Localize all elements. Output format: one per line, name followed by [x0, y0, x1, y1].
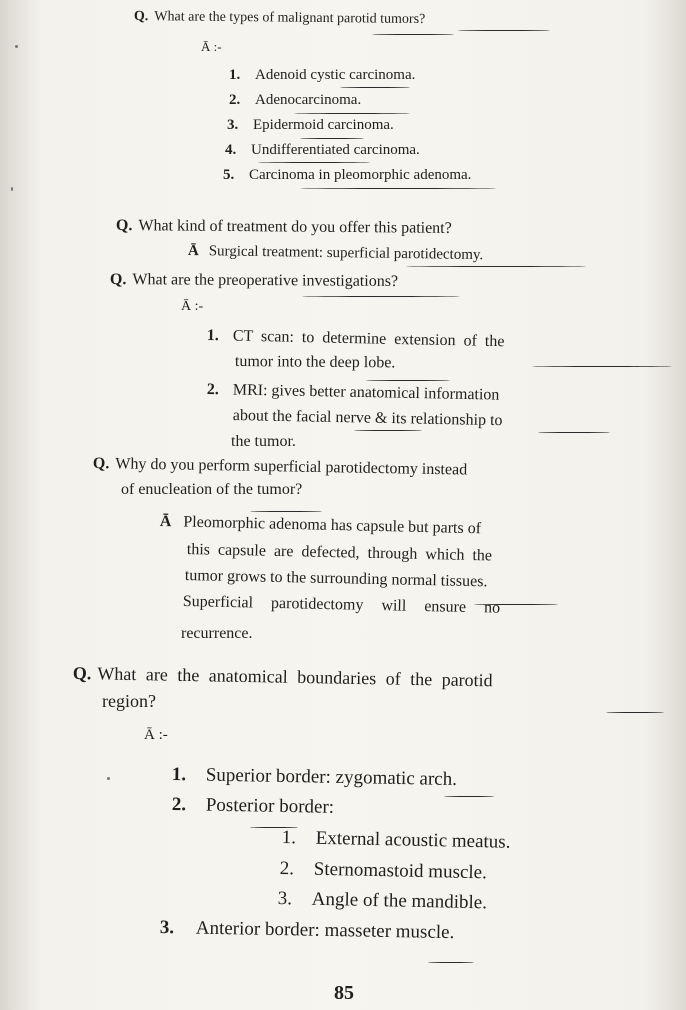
answer-marker: Ā — [159, 513, 172, 531]
answer-marker: Ā :- — [181, 299, 204, 314]
list-item — [223, 168, 471, 183]
item-text-continued: tumor into the deep lobe. — [234, 353, 396, 372]
pen-underline — [340, 87, 410, 88]
answer-marker: Ā :- — [144, 727, 168, 743]
list-item — [229, 93, 361, 108]
pen-underline — [428, 962, 474, 963]
item-number: 1. — [206, 327, 220, 345]
item-text: Anterior border: masseter muscle. — [195, 917, 455, 944]
item-text: Adenoid cystic carcinoma. — [255, 67, 416, 83]
list-item — [227, 118, 394, 133]
pen-underline — [300, 188, 496, 189]
item-text: MRI: gives better anatomical information — [232, 381, 500, 404]
answer-text-continued: tumor grows to the surrounding normal tissues. — [184, 567, 488, 591]
sub-list-item — [282, 828, 511, 852]
pen-underline — [294, 113, 410, 114]
item-number: 2. — [279, 858, 295, 880]
pen-underline — [538, 432, 610, 433]
question-2 — [116, 218, 452, 237]
item-text: Sternomastoid muscle. — [313, 858, 488, 884]
pen-underline — [354, 430, 422, 431]
answer-4 — [160, 514, 482, 537]
pen-underline — [372, 34, 454, 35]
item-text-continued: the tumor. — [231, 433, 296, 450]
item-text: Posterior border: — [205, 794, 335, 818]
item-text: Undifferentiated carcinoma. — [251, 142, 420, 158]
list-item — [229, 68, 415, 83]
question-5 — [73, 664, 493, 689]
page-number: 85 — [334, 982, 354, 1004]
question-text: What are the types of malignant parotid tumors? — [154, 9, 426, 28]
list-item — [207, 382, 500, 404]
pen-underline — [444, 796, 494, 797]
item-number: 3. — [159, 917, 175, 939]
list-item — [207, 328, 505, 350]
pen-underline — [300, 138, 364, 139]
question-text-continued: of enucleation of the tumor? — [121, 481, 303, 498]
pen-underline — [302, 296, 460, 297]
item-text: Epidermoid carcinoma. — [253, 117, 394, 133]
question-text: What kind of treatment do you offer this patient? — [138, 217, 452, 237]
item-text: External acoustic meatus. — [315, 827, 511, 853]
item-number: 5. — [223, 167, 235, 183]
pen-underline — [250, 827, 298, 828]
item-number: 3. — [277, 888, 293, 910]
list-item — [225, 143, 420, 158]
scan-speck — [107, 777, 110, 780]
item-number: 2. — [206, 381, 220, 399]
q-label: Q. — [109, 271, 127, 289]
pen-underline — [366, 380, 450, 381]
item-text: CT scan: to determine extension of the — [232, 327, 505, 351]
pen-underline — [458, 30, 550, 31]
pen-underline — [250, 511, 322, 512]
pen-underline — [474, 604, 558, 605]
pen-underline — [406, 266, 586, 267]
answer-text-continued: Superficial parotidectomy will ensure no — [182, 593, 501, 617]
list-item — [160, 918, 455, 942]
item-text-continued: about the facial nerve & its relationship to — [232, 407, 503, 430]
sub-list-item — [278, 889, 488, 912]
item-number: 1. — [281, 827, 297, 849]
answer-text: Pleomorphic adenoma has capsule but parts of — [183, 513, 482, 538]
question-1 — [134, 10, 426, 27]
sub-list-item — [280, 859, 487, 882]
pen-underline — [258, 162, 370, 163]
pen-underline — [532, 366, 672, 367]
question-3 — [110, 272, 398, 290]
question-text: What are the anatomical boundaries of the parotid — [97, 663, 493, 691]
question-4 — [93, 456, 468, 479]
q-label: Q. — [133, 9, 149, 25]
item-number: 4. — [225, 142, 237, 158]
q-label: Q. — [115, 217, 133, 235]
question-text: Why do you perform superficial parotidectomy instead — [115, 455, 468, 479]
item-number: 1. — [171, 764, 187, 786]
answer-marker: Ā :- — [201, 39, 222, 54]
item-text: Angle of the mandible. — [311, 888, 488, 914]
pen-underline — [606, 712, 664, 713]
item-text: Carcinoma in pleomorphic adenoma. — [249, 167, 472, 183]
list-item — [172, 765, 457, 789]
scan-speck — [11, 187, 13, 191]
q-label: Q. — [92, 455, 110, 473]
question-text-continued: region? — [102, 691, 156, 711]
answer-text-continued: this capsule are defected, through which the — [186, 541, 493, 565]
list-item — [172, 795, 335, 817]
item-text: Adenocarcinoma. — [255, 92, 362, 108]
item-number: 1. — [229, 67, 241, 83]
question-text: What are the preoperative investigations? — [132, 271, 399, 291]
q-label: Q. — [72, 663, 92, 684]
answer-text: Surgical treatment: superficial parotidectomy. — [208, 243, 484, 264]
item-text: Superior border: zygomatic arch. — [205, 764, 458, 790]
item-number: 3. — [227, 117, 239, 133]
item-number: 2. — [171, 794, 187, 816]
answer-text-continued: recurrence. — [181, 625, 253, 642]
scan-speck — [15, 45, 18, 48]
answer-2 — [188, 244, 484, 263]
item-number: 2. — [229, 92, 241, 108]
answer-marker: Ā — [187, 243, 199, 260]
